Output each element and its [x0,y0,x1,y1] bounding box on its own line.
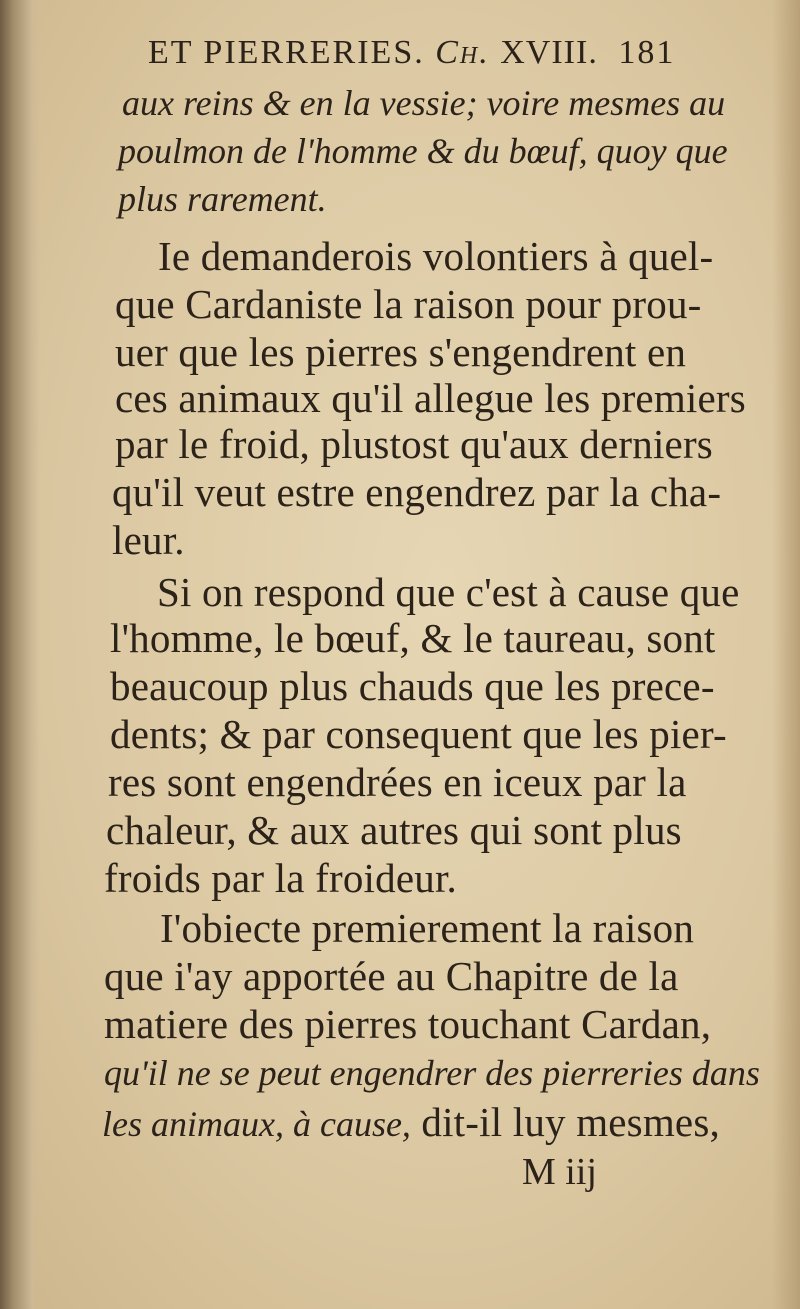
running-header [148,34,675,72]
text-line-22-roman: dit-il luy mesmes, [410,1099,720,1145]
text-line-21: qu'il ne se peut engendrer des pierreries dans [104,1053,760,1093]
chapter-number: XVIII. [500,34,598,71]
text-line-15: res sont engendrées en iceux par la [108,759,687,805]
text-line-11: Si on respond que c'est à cause que [157,569,740,615]
text-line-22-italic: les animaux, à cause, [102,1104,411,1144]
running-title: ET PIERRERIES. [148,34,425,71]
text-line-9: qu'il veut estre engendrez par la cha- [112,469,722,515]
text-line-6: uer que les pierres s'engendrent en [115,329,687,375]
signature-mark: M iij [522,1151,597,1193]
text-line-19: que i'ay apportée au Chapitre de la [104,953,679,999]
page-edge-shadow [772,0,800,1309]
text-line-18: I'obiecte premierement la raison [160,905,695,951]
text-line-16: chaleur, & aux autres qui sont plus [106,807,682,853]
text-line-8: par le froid, plustost qu'aux derniers [115,421,713,467]
text-line-3: plus rarement. [118,179,327,219]
folio-number: 181 [618,34,676,71]
text-line-12: l'homme, le bœuf, & le taureau, sont [110,615,716,661]
text-line-20: matiere des pierres touchant Cardan, [104,1001,712,1047]
chapter-label: Ch. [435,34,490,71]
text-line-5: que Cardaniste la raison pour prou- [115,281,702,327]
text-line-17: froids par la froideur. [104,855,457,901]
book-spine-shadow [0,0,40,1309]
text-line-14: dents; & par consequent que les pier- [110,711,727,757]
text-line-10: leur. [112,517,185,563]
text-line-4: Ie demanderois volontiers à quel- [158,233,714,279]
text-line-13: beaucoup plus chauds que les prece- [110,663,715,709]
text-line-7: ces animaux qu'il allegue les premiers [115,375,746,421]
text-line-22 [102,1098,720,1146]
text-line-1: aux reins & en la vessie; voire mesmes au [122,83,726,123]
text-line-2: poulmon de l'homme & du bœuf, quoy que [118,131,728,171]
